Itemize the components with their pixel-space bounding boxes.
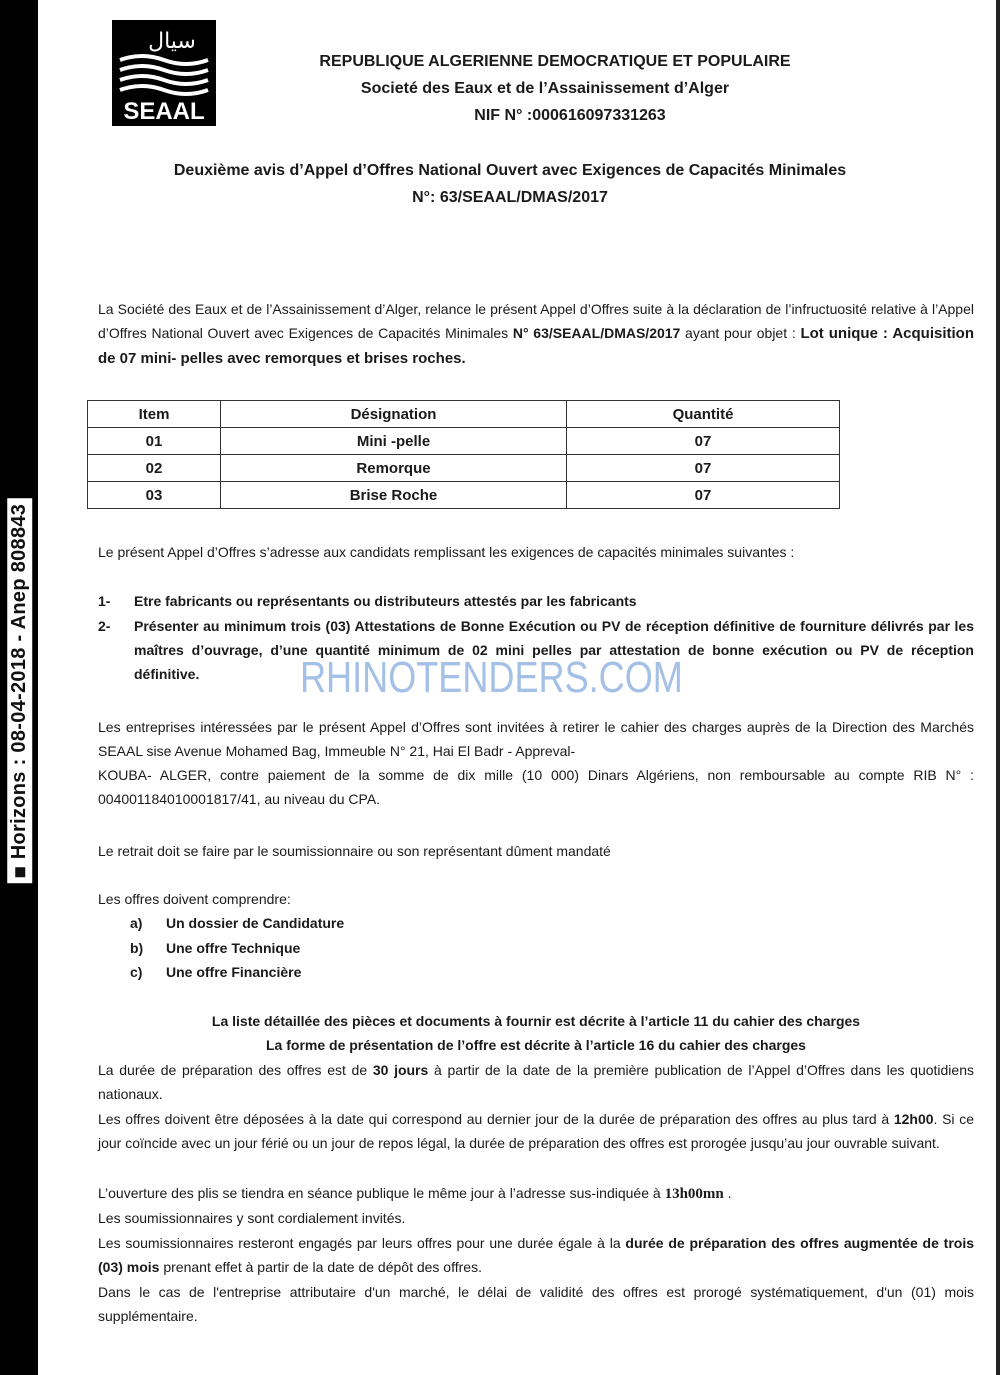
cell-designation: Remorque	[221, 455, 567, 482]
cell-quantity: 07	[567, 482, 840, 509]
cell-item: 03	[88, 482, 221, 509]
publication-stamp	[2, 460, 38, 920]
closing-text: prenant effet à partir de la date de dépôt des offres.	[159, 1259, 482, 1275]
offer-text: Une offre Financière	[166, 964, 302, 980]
offer-letter: b)	[130, 939, 144, 956]
closing-bold: durée de préparation des offres augmentée de trois (03) mois	[98, 1235, 974, 1275]
requirement-text: Présenter au minimum trois (03) Attestations de Bonne Exécution ou PV de réception définitive de fourniture délivrés par les maîtres d’ouvrage, d’une quantité minimum de 02 mini pelles par attestation de bonne exécution ou PV de réception définitive.	[134, 618, 974, 682]
retrait-paragraph-2: KOUBA- ALGER, contre paiement de la somme de dix mille (10 000) Dinars Algériens, non remboursable au compte RIB N° : 004001184010001817/41, au niveau du CPA.	[98, 767, 974, 807]
articles-block	[98, 1009, 974, 1057]
intro-reference: N° 63/SEAAL/DMAS/2017	[512, 325, 681, 341]
intro-paragraph	[98, 297, 974, 371]
closing-engagement	[98, 1231, 974, 1279]
header-company: Societé des Eaux et de l’Assainissement d’Alger	[360, 80, 730, 97]
cell-designation: Mini -pelle	[221, 428, 567, 455]
offer-text: Une offre Technique	[166, 939, 301, 956]
intro-text-2: ayant pour objet :	[680, 325, 801, 341]
rhinotenders-watermark: RHINOTENDERS.COM	[300, 653, 683, 702]
notice-title-line1: Deuxième avis d’Appel d’Offres National Ouvert avec Exigences de Capacités Minimales	[173, 162, 847, 179]
offer-item	[130, 960, 344, 985]
intro-object: Lot unique : Acquisition de 07 mini- pelles avec remorques et brises roches.	[98, 325, 974, 367]
offers-list	[130, 911, 344, 985]
right-border	[996, 0, 1000, 1375]
closing-duration	[98, 1058, 974, 1106]
requirement-text: Etre fabricants ou représentants ou distributeurs attestés par les fabricants	[134, 593, 637, 609]
retrait-paragraph-3: Le retrait doit se faire par le soumissionnaire ou son représentant dûment mandaté	[98, 843, 611, 859]
table-row	[88, 428, 840, 455]
retrait-paragraph-1: Les entreprises intéressées par le présent Appel d’Offres sont invitées à retirer le cahier des charges auprès de la Direction des Marchés SEAAL sise Avenue Mohamed Bag, Immeuble N° 21, Hai El Badr - Appreval-	[98, 719, 974, 759]
col-header-item: Item	[88, 401, 221, 428]
offer-letter: a)	[130, 915, 143, 931]
closing-validity: Dans le cas de l'entreprise attributaire d'un marché, le délai de validité des offres est prorogé systématiquement, d'un (01) mois supplémentaire.	[98, 1284, 974, 1324]
logo-arabic-text: سيال	[148, 29, 196, 54]
publication-stamp-text: Horizons : 08-04-2018 - Anep 808843	[8, 503, 31, 859]
article-11-line: La liste détaillée des pièces et documents à fournir est décrite à l’article 11 du cahier des charges	[211, 1013, 861, 1029]
closing-bold: 13h00mn	[664, 1186, 724, 1202]
cell-designation: Brise Roche	[221, 482, 567, 509]
closing-deposit	[98, 1107, 974, 1155]
requirement-item	[98, 589, 974, 613]
closing-invited: Les soumissionnaires y sont cordialement invités.	[98, 1210, 406, 1226]
closing-text: L’ouverture des plis se tiendra en séance publique le même jour à l’adresse sus-indiquée à	[98, 1185, 665, 1201]
cell-quantity: 07	[567, 455, 840, 482]
table-row	[88, 482, 840, 509]
col-header-quantity: Quantité	[567, 401, 840, 428]
header-republic: REPUBLIQUE ALGERIENNE DEMOCRATIQUE ET POPULAIRE	[319, 53, 791, 70]
closing-opening	[98, 1181, 974, 1206]
items-table	[87, 400, 840, 509]
closing-text: à partir de la date de la première publication de l’Appel d’Offres dans les quotidiens nationaux.	[98, 1062, 974, 1102]
cell-quantity: 07	[567, 428, 840, 455]
requirements-intro: Le présent Appel d’Offres s’adresse aux candidats remplissant les exigences de capacités minimales suivantes :	[98, 544, 795, 560]
requirement-number: 2-	[98, 618, 111, 634]
closing-text: La durée de préparation des offres est de	[98, 1062, 373, 1078]
offer-letter: c)	[130, 964, 143, 980]
closing-text: .	[723, 1185, 732, 1201]
logo-seaal-text: SEAAL	[123, 98, 205, 125]
intro-text-1: La Société des Eaux et de l’Assainissement d’Alger, relance le présent Appel d’Offres suite à la déclaration de l’infructuosité relative à l’Appel d’Offres National Ouvert avec Exigences de Capacités Minimales	[98, 301, 974, 341]
table-header-row	[88, 401, 840, 428]
stamp-square-icon	[15, 867, 25, 877]
notice-title	[60, 157, 960, 211]
seaal-logo	[112, 20, 216, 126]
closing-text: . Si ce jour coïncide avec un jour férié ou un jour de repos légal, la durée de préparation des offres est prorogée jusqu’au jour ouvrable suivant.	[98, 1111, 975, 1151]
closing-bold: 30 jours	[372, 1062, 429, 1078]
offer-text: Un dossier de Candidature	[166, 915, 345, 931]
closing-text: Les offres doivent être déposées à la date qui correspond au dernier jour de la durée de préparation des offres au plus tard à	[98, 1111, 894, 1127]
col-header-designation: Désignation	[221, 401, 567, 428]
closing-bold: 12h00	[893, 1111, 934, 1127]
table-row	[88, 455, 840, 482]
cell-item: 02	[88, 455, 221, 482]
offers-intro: Les offres doivent comprendre:	[98, 891, 291, 907]
offer-item	[130, 936, 344, 961]
closing-text: Les soumissionnaires resteront engagés par leurs offres pour une durée égale à la	[98, 1235, 626, 1251]
requirement-number: 1-	[98, 593, 111, 609]
notice-reference-number: N°: 63/SEAAL/DMAS/2017	[412, 189, 608, 206]
article-16-line: La forme de présentation de l’offre est décrite à l’article 16 du cahier des charges	[266, 1037, 806, 1053]
document-header	[230, 48, 830, 129]
header-nif: NIF N° :000616097331263	[474, 107, 666, 124]
seaal-logo-graphic	[112, 20, 216, 126]
offer-item	[130, 911, 344, 936]
cell-item: 01	[88, 428, 221, 455]
